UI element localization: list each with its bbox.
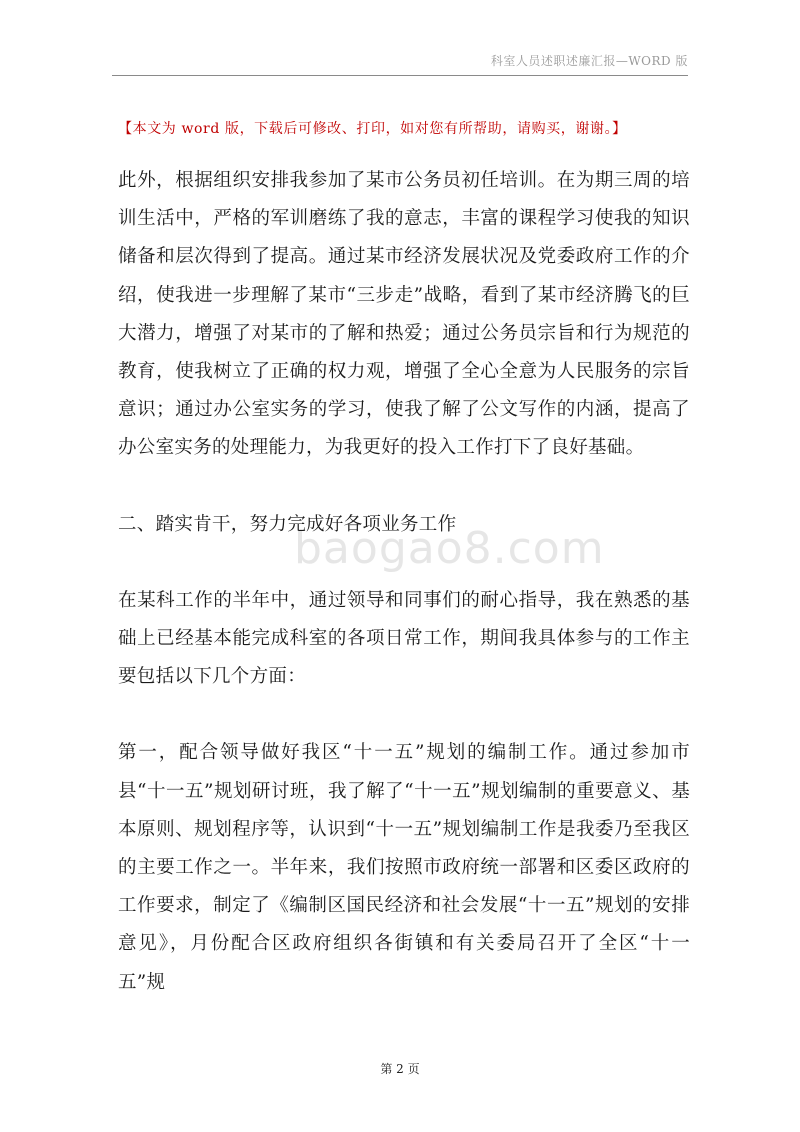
document-body bbox=[118, 162, 690, 1002]
header-title: 科室人员述职述廉汇报—WORD 版 bbox=[490, 54, 688, 68]
download-notice: 【本文为 word 版，下载后可修改、打印，如对您有所帮助，请购买，谢谢。】 bbox=[118, 121, 627, 137]
paragraph-work-overview: 在某科工作的半年中，通过领导和同事们的耐心指导，我在熟悉的基础上已经基本能完成科室的各项日常工作，期间我具体参与的工作主要包括以下几个方面： bbox=[118, 589, 690, 688]
section-heading: 二、踏实肯干，努力完成好各项业务工作 bbox=[118, 513, 457, 535]
paragraph-planning: 第一，配合领导做好我区“十一五”规划的编制工作。通过参加市县“十一五”规划研讨班，我了解了“十一五”规划编制的重要意义、基本原则、规划程序等，认识到“十一五”规划编制工作是我委乃至我区的主要工作之一。半年来，我们按照市政府统一部署和区委区政府的工作要求，制定了《编制区国民经济和社会发展“十一五”规划的安排意见》，月份配合区政府组织各街镇和有关委局召开了全区“十一五”规 bbox=[118, 742, 690, 993]
paragraph-training: 此外，根据组织安排我参加了某市公务员初任培训。在为期三周的培训生活中，严格的军训磨练了我的意志，丰富的课程学习使我的知识储备和层次得到了提高。通过某市经济发展状况及党委政府工作的介绍，使我进一步理解了某市“三步走”战略，看到了某市经济腾飞的巨大潜力，增强了对某市的了解和热爱；通过公务员宗旨和行为规范的教育，使我树立了正确的权力观，增强了全心全意为人民服务的宗旨意识；通过办公室实务的学习，使我了解了公文写作的内涵，提高了办公室实务的处理能力，为我更好的投入工作打下了良好基础。 bbox=[118, 170, 690, 459]
watermark: baogao8.com bbox=[294, 523, 605, 574]
header-divider bbox=[112, 75, 688, 76]
page-number: 第 2 页 bbox=[380, 1062, 420, 1076]
